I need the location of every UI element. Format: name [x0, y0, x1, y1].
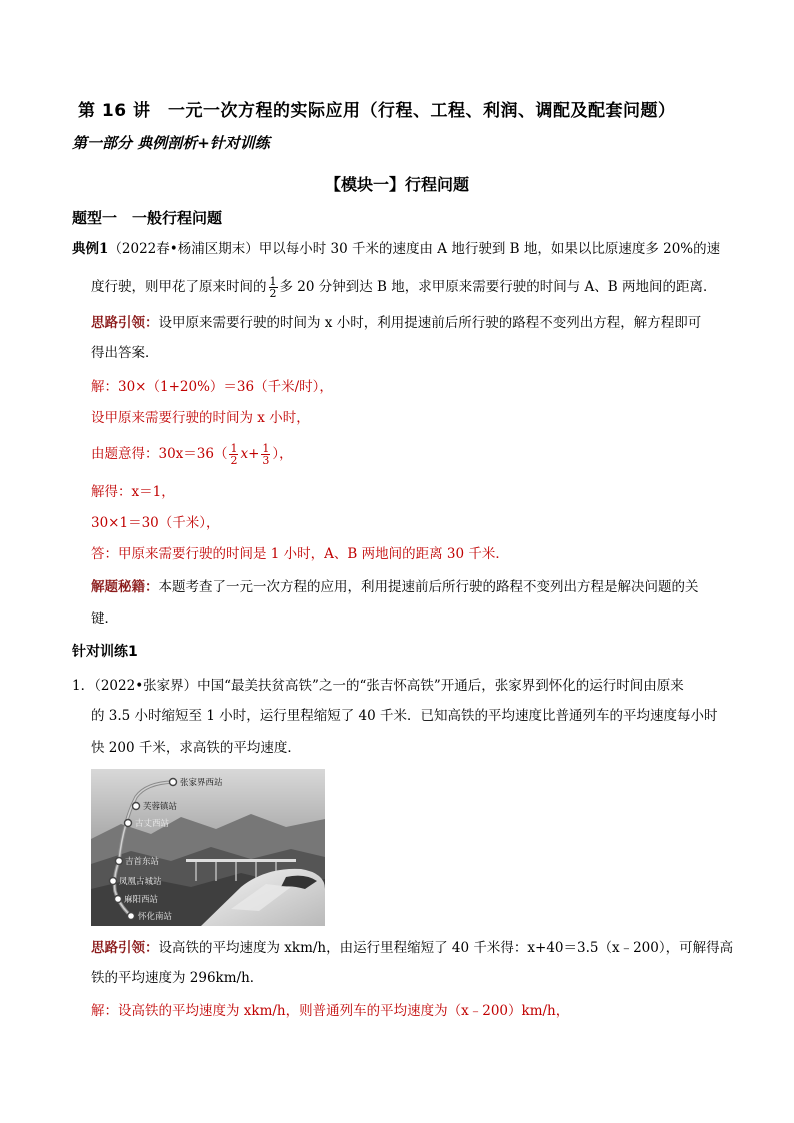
station-label: 凤凰古城站: [119, 877, 162, 887]
station-label: 麻阳西站: [124, 895, 159, 905]
solution-line1: 解：30×（1+20%）＝36（千米/时），: [91, 379, 333, 395]
solution-line6: 答：甲原来需要行驶的时间是 1 小时，A、B 两地间的距离 30 千米．: [91, 546, 509, 562]
question-line1: 1．（2022•张家界）中国“最美扶贫高铁”之一的“张吉怀高铁”开通后，张家界到怀化的运行时间由原来: [72, 678, 684, 694]
solution-line2: 设甲原来需要行驶的时间为 x 小时，: [91, 410, 310, 426]
key-label: 解题秘籍：: [91, 579, 159, 595]
key-line2: 键．: [91, 611, 118, 627]
station-label: 怀化南站: [138, 912, 173, 922]
station-label: 古丈西站: [135, 819, 170, 829]
example1-label: 典例1: [72, 241, 109, 257]
hint-label: 思路引领：: [91, 940, 159, 956]
training-hint-line1: 思路引领：设高铁的平均速度为 xkm/h，由运行里程缩短了 40 千米得：x+40＝3.5（x﹣200），可解得高: [91, 940, 734, 956]
example1-line1: 典例1（2022春•杨浦区期末）甲以每小时 30 千米的速度由 A 地行驶到 B 地，如果以比原速度多 20%的速: [72, 241, 721, 257]
key-line1: 解题秘籍：本题考查了一元一次方程的应用，利用提速前后所行驶的路程不变列出方程是解决问题的关: [91, 579, 699, 595]
example1-hint-line1: 思路引领：设甲原来需要行驶的时间为 x 小时，利用提速前后所行驶的路程不变列出方程，解方程即可: [91, 315, 702, 331]
example1-line2: 度行驶，则甲花了原来时间的 $\frac{1}{2}$ 多 20 分钟到达 B 地，求甲原来需要行驶的时间与 A、B 两地间的距离．: [91, 275, 717, 300]
railway-map-image: [91, 769, 325, 926]
station-label: 芙蓉镇站: [143, 802, 178, 812]
solution-line4: 解得：x＝1，: [91, 484, 175, 500]
question-line3: 快 200 千米，求高铁的平均速度．: [91, 740, 301, 756]
hint-label: 思路引领：: [91, 315, 159, 331]
solution-line3: 由题意得：30x＝36（ $\frac{1}{2}$ x+ $\frac{1}{3}$ ），: [91, 442, 293, 467]
module-heading: 【模块一】行程问题: [324, 175, 469, 194]
station-label: 张家界西站: [180, 778, 223, 788]
question-line2: 的 3.5 小时缩短至 1 小时，运行里程缩短了 40 千米．已知高铁的平均速度比普通列车的平均速度每小时: [91, 708, 718, 724]
lecture-title: 第 16 讲 一元一次方程的实际应用（行程、工程、利润、调配及配套问题）: [78, 101, 676, 121]
solution-line5: 30×1＝30（千米），: [91, 515, 220, 531]
fraction: $\frac{1}{2}$: [269, 275, 277, 300]
section-heading: 题型一 一般行程问题: [72, 209, 223, 227]
training-solution-line1: 解：设高铁的平均速度为 xkm/h，则普通列车的平均速度为（x﹣200）km/h，: [91, 1003, 570, 1019]
training-heading: 针对训练1: [72, 644, 138, 660]
station-label: 吉首东站: [125, 857, 160, 867]
example1-hint-line2: 得出答案．: [91, 345, 159, 361]
training-hint-line2: 铁的平均速度为 296km/h．: [91, 970, 264, 986]
part-heading: 第一部分 典例剖析+针对训练: [72, 134, 270, 152]
